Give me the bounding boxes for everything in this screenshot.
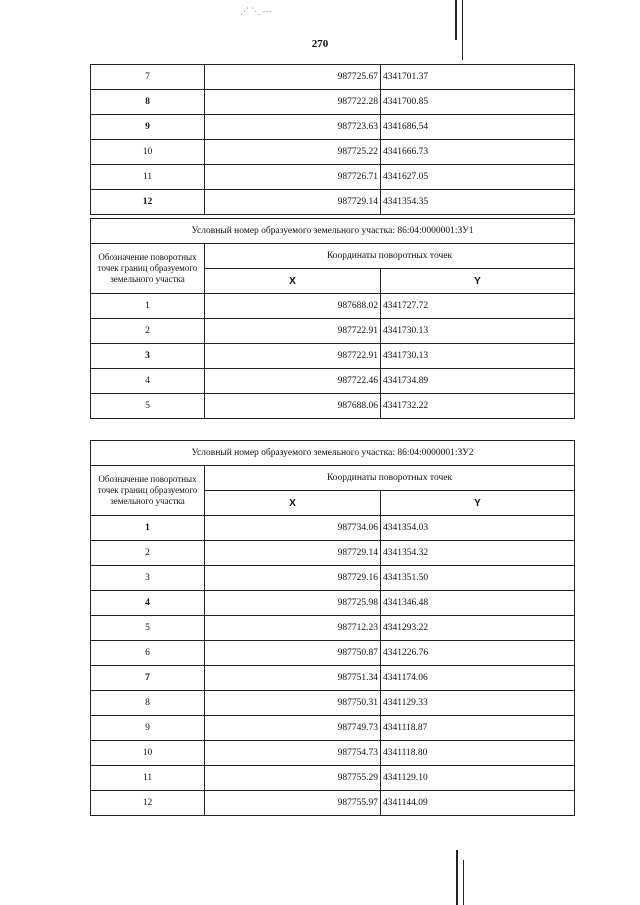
y-value: 4341734.89 — [381, 369, 575, 394]
point-number: 5 — [91, 616, 205, 641]
x-value: 987725.67 — [205, 65, 381, 90]
point-number: 7 — [91, 666, 205, 691]
scan-margin-line — [456, 850, 458, 905]
point-number: 3 — [91, 566, 205, 591]
x-value: 987688.02 — [205, 294, 381, 319]
y-value: 4341118.87 — [381, 716, 575, 741]
zu2-title: Условный номер образуемого земельного участка: 86:04:0000001:ЗУ2 — [91, 441, 575, 466]
y-value: 4341701.37 — [381, 65, 575, 90]
point-number: 10 — [91, 140, 205, 165]
x-value: 987722.46 — [205, 369, 381, 394]
y-value: 4341174.06 — [381, 666, 575, 691]
zu1-coords-head-row — [91, 244, 575, 269]
coordinate-row — [91, 369, 575, 394]
coordinate-row — [91, 791, 575, 816]
x-value: 987725.98 — [205, 591, 381, 616]
zu2-point-label: Обозначение поворотных точек границ образуемого земельного участка — [91, 466, 205, 516]
point-number: 7 — [91, 65, 205, 90]
point-number: 12 — [91, 791, 205, 816]
top-coordinates-table — [90, 64, 575, 215]
x-value: 987751.34 — [205, 666, 381, 691]
x-value: 987750.31 — [205, 691, 381, 716]
x-value: 987722.28 — [205, 90, 381, 115]
y-value: 4341226.76 — [381, 641, 575, 666]
coordinate-row — [91, 90, 575, 115]
y-value: 4341351.50 — [381, 566, 575, 591]
x-value: 987729.14 — [205, 541, 381, 566]
coordinate-row — [91, 344, 575, 369]
zu1-table — [90, 218, 575, 419]
x-value: 987754.73 — [205, 741, 381, 766]
y-value: 4341666.73 — [381, 140, 575, 165]
y-value: 4341730.13 — [381, 344, 575, 369]
zu2-title-row — [91, 441, 575, 466]
coordinate-row — [91, 641, 575, 666]
coordinate-row — [91, 541, 575, 566]
x-value: 987755.29 — [205, 766, 381, 791]
coordinate-row — [91, 65, 575, 90]
point-number: 11 — [91, 165, 205, 190]
x-value: 987688.06 — [205, 394, 381, 419]
coordinate-row — [91, 591, 575, 616]
point-number: 5 — [91, 394, 205, 419]
point-number: 10 — [91, 741, 205, 766]
point-number: 11 — [91, 766, 205, 791]
x-value: 987712.23 — [205, 616, 381, 641]
y-value: 4341727.72 — [381, 294, 575, 319]
x-value: 987729.16 — [205, 566, 381, 591]
coordinate-row — [91, 616, 575, 641]
coordinate-row — [91, 691, 575, 716]
point-number: 1 — [91, 516, 205, 541]
point-number: 9 — [91, 716, 205, 741]
zu1-table-body — [91, 294, 575, 419]
x-value: 987726.71 — [205, 165, 381, 190]
zu1-coords-header: Координаты поворотных точек — [205, 244, 575, 269]
point-number: 2 — [91, 319, 205, 344]
y-value: 4341627.05 — [381, 165, 575, 190]
x-value: 987755.97 — [205, 791, 381, 816]
top-table-body — [91, 65, 575, 215]
coordinate-row — [91, 566, 575, 591]
point-number: 6 — [91, 641, 205, 666]
zu2-coords-head-row — [91, 466, 575, 491]
scan-margin-line — [455, 0, 457, 40]
zu2-table — [90, 440, 575, 816]
coordinate-row — [91, 190, 575, 215]
y-value: 4341346.48 — [381, 591, 575, 616]
y-value: 4341129.10 — [381, 766, 575, 791]
x-value: 987722.91 — [205, 319, 381, 344]
point-number: 2 — [91, 541, 205, 566]
zu1-header — [91, 219, 575, 294]
x-value: 987723.63 — [205, 115, 381, 140]
coordinate-row — [91, 319, 575, 344]
point-number: 8 — [91, 90, 205, 115]
coordinate-row — [91, 666, 575, 691]
y-value: 4341730.13 — [381, 319, 575, 344]
coordinate-row — [91, 115, 575, 140]
coordinate-row — [91, 165, 575, 190]
point-number: 4 — [91, 369, 205, 394]
point-number: 3 — [91, 344, 205, 369]
x-value: 987729.14 — [205, 190, 381, 215]
zu2-coords-header: Координаты поворотных точек — [205, 466, 575, 491]
zu1-point-label: Обозначение поворотных точек границ образуемого земельного участка — [91, 244, 205, 294]
coordinate-row — [91, 140, 575, 165]
coordinate-row — [91, 516, 575, 541]
y-value: 4341686.54 — [381, 115, 575, 140]
y-value: 4341118.80 — [381, 741, 575, 766]
zu2-table-body — [91, 516, 575, 816]
y-value: 4341732.22 — [381, 394, 575, 419]
zu2-header — [91, 441, 575, 516]
point-number: 9 — [91, 115, 205, 140]
coordinate-row — [91, 716, 575, 741]
page-number: 270 — [311, 38, 329, 50]
zu1-title-row — [91, 219, 575, 244]
x-value: 987750.87 — [205, 641, 381, 666]
zu1-x-header: X — [205, 269, 381, 294]
coordinate-row — [91, 741, 575, 766]
x-value: 987725.22 — [205, 140, 381, 165]
y-value: 4341354.32 — [381, 541, 575, 566]
y-value: 4341129.33 — [381, 691, 575, 716]
point-number: 4 — [91, 591, 205, 616]
y-value: 4341354.35 — [381, 190, 575, 215]
zu1-y-header: Y — [381, 269, 575, 294]
point-number: 8 — [91, 691, 205, 716]
point-number: 12 — [91, 190, 205, 215]
x-value: 987722.91 — [205, 344, 381, 369]
coordinate-row — [91, 766, 575, 791]
x-value: 987749.73 — [205, 716, 381, 741]
zu1-title: Условный номер образуемого земельного участка: 86:04:0000001:ЗУ1 — [91, 219, 575, 244]
zu2-x-header: X — [205, 491, 381, 516]
scan-margin-line — [462, 0, 463, 60]
x-value: 987734.06 — [205, 516, 381, 541]
y-value: 4341293.22 — [381, 616, 575, 641]
scan-margin-line — [463, 860, 464, 905]
coordinate-row — [91, 394, 575, 419]
zu2-y-header: Y — [381, 491, 575, 516]
y-value: 4341354.03 — [381, 516, 575, 541]
coordinate-row — [91, 294, 575, 319]
y-value: 4341144.09 — [381, 791, 575, 816]
y-value: 4341700.85 — [381, 90, 575, 115]
point-number: 1 — [91, 294, 205, 319]
scan-smudge: ⋰ ⋱ ⋯ — [240, 6, 272, 16]
